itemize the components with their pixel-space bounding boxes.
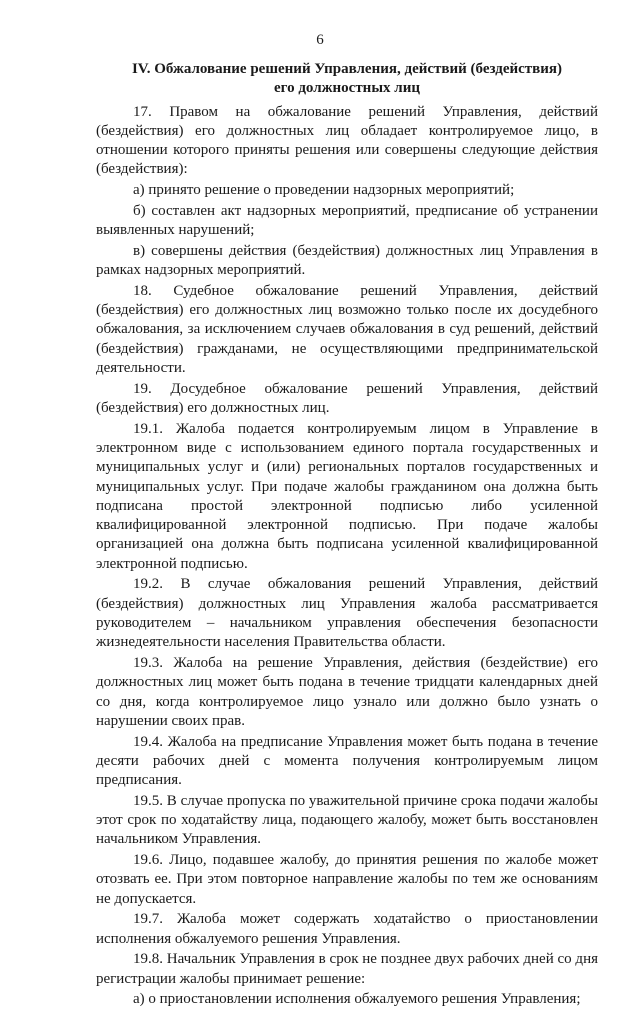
paragraph-17-a: а) принято решение о проведении надзорных мероприятий; [133, 182, 515, 199]
paragraph-17: 17. Правом на обжалование решений Управления, действий (бездействия) его должностных лиц обладает контролируемое лицо, в отношении которого приняты решения или совершены следующие действия (бездействия): [96, 103, 598, 178]
paragraph-18: 18. Судебное обжалование решений Управления, действий (бездействия) его должностных лиц возможно только после их досудебного обжалования, за исключением случаев обжалования в суд решений, действий (бездействия) гражданами, не осуществляющими предпринимательской деятельности. [96, 282, 598, 377]
paragraph-19-4: 19.4. Жалоба на предписание Управления может быть подана в течение десяти рабочих дней с момента получения контролируемым лицом предписания. [96, 733, 598, 789]
paragraph-19-8-a: а) о приостановлении исполнения обжалуемого решения Управления; [133, 991, 581, 1008]
page-number: 6 [316, 32, 324, 48]
paragraph-19-5: 19.5. В случае пропуска по уважительной причине срока подачи жалобы этот срок по ходатайству лица, подающего жалобу, может быть восстановлен начальником Управления. [96, 792, 598, 848]
paragraph-19-3: 19.3. Жалоба на решение Управления, действия (бездействие) его должностных лиц может быть подана в течение тридцати календарных дней со дня, когда контролируемое лицо узнало или должно было узнать о нарушении своих прав. [96, 655, 598, 729]
paragraph-17-b: б) составлен акт надзорных мероприятий, предписание об устранении выявленных нарушений; [96, 202, 598, 239]
document-body [96, 60, 598, 1011]
paragraph-19: 19. Досудебное обжалование решений Управления, действий (бездействия) его должностных лиц. [96, 380, 598, 416]
paragraph-17-c: в) совершены действия (бездействия) должностных лиц Управления в рамках надзорных мероприятий. [96, 242, 598, 279]
paragraph-19-6: 19.6. Лицо, подавшее жалобу, до принятия решения по жалобе может отозвать ее. При этом повторное направление жалобы по тем же основаниям не допускается. [96, 852, 598, 907]
paragraph-19-2: 19.2. В случае обжалования решений Управления, действий (бездействия) должностных лиц Управления жалоба рассматривается руководителем – начальником управления обеспечения безопасности жизнедеятельности населения Правительства области. [96, 576, 598, 651]
paragraph-19-8: 19.8. Начальник Управления в срок не позднее двух рабочих дней со дня регистрации жалобы принимает решение: [96, 951, 598, 987]
paragraph-19-1: 19.1. Жалоба подается контролируемым лицом в Управление в электронном виде с использованием единого портала государственных и муниципальных услуг и (или) региональных порталов государственных и муниципальных услуг. При подаче жалобы гражданином она должна быть подписана простой электронной подписью либо усиленной квалифицированной электронной подписью. При подаче жалобы организацией она должна быть подписана усиленной квалифицированной электронной подписью. [96, 420, 598, 572]
section-heading-line2: его должностных лиц [273, 80, 420, 97]
paragraph-19-7: 19.7. Жалоба может содержать ходатайство о приостановлении исполнения обжалуемого решения Управления. [96, 911, 598, 947]
section-heading-line1: IV. Обжалование решений Управления, действий (бездействия) [131, 61, 563, 77]
section-heading [96, 60, 598, 99]
